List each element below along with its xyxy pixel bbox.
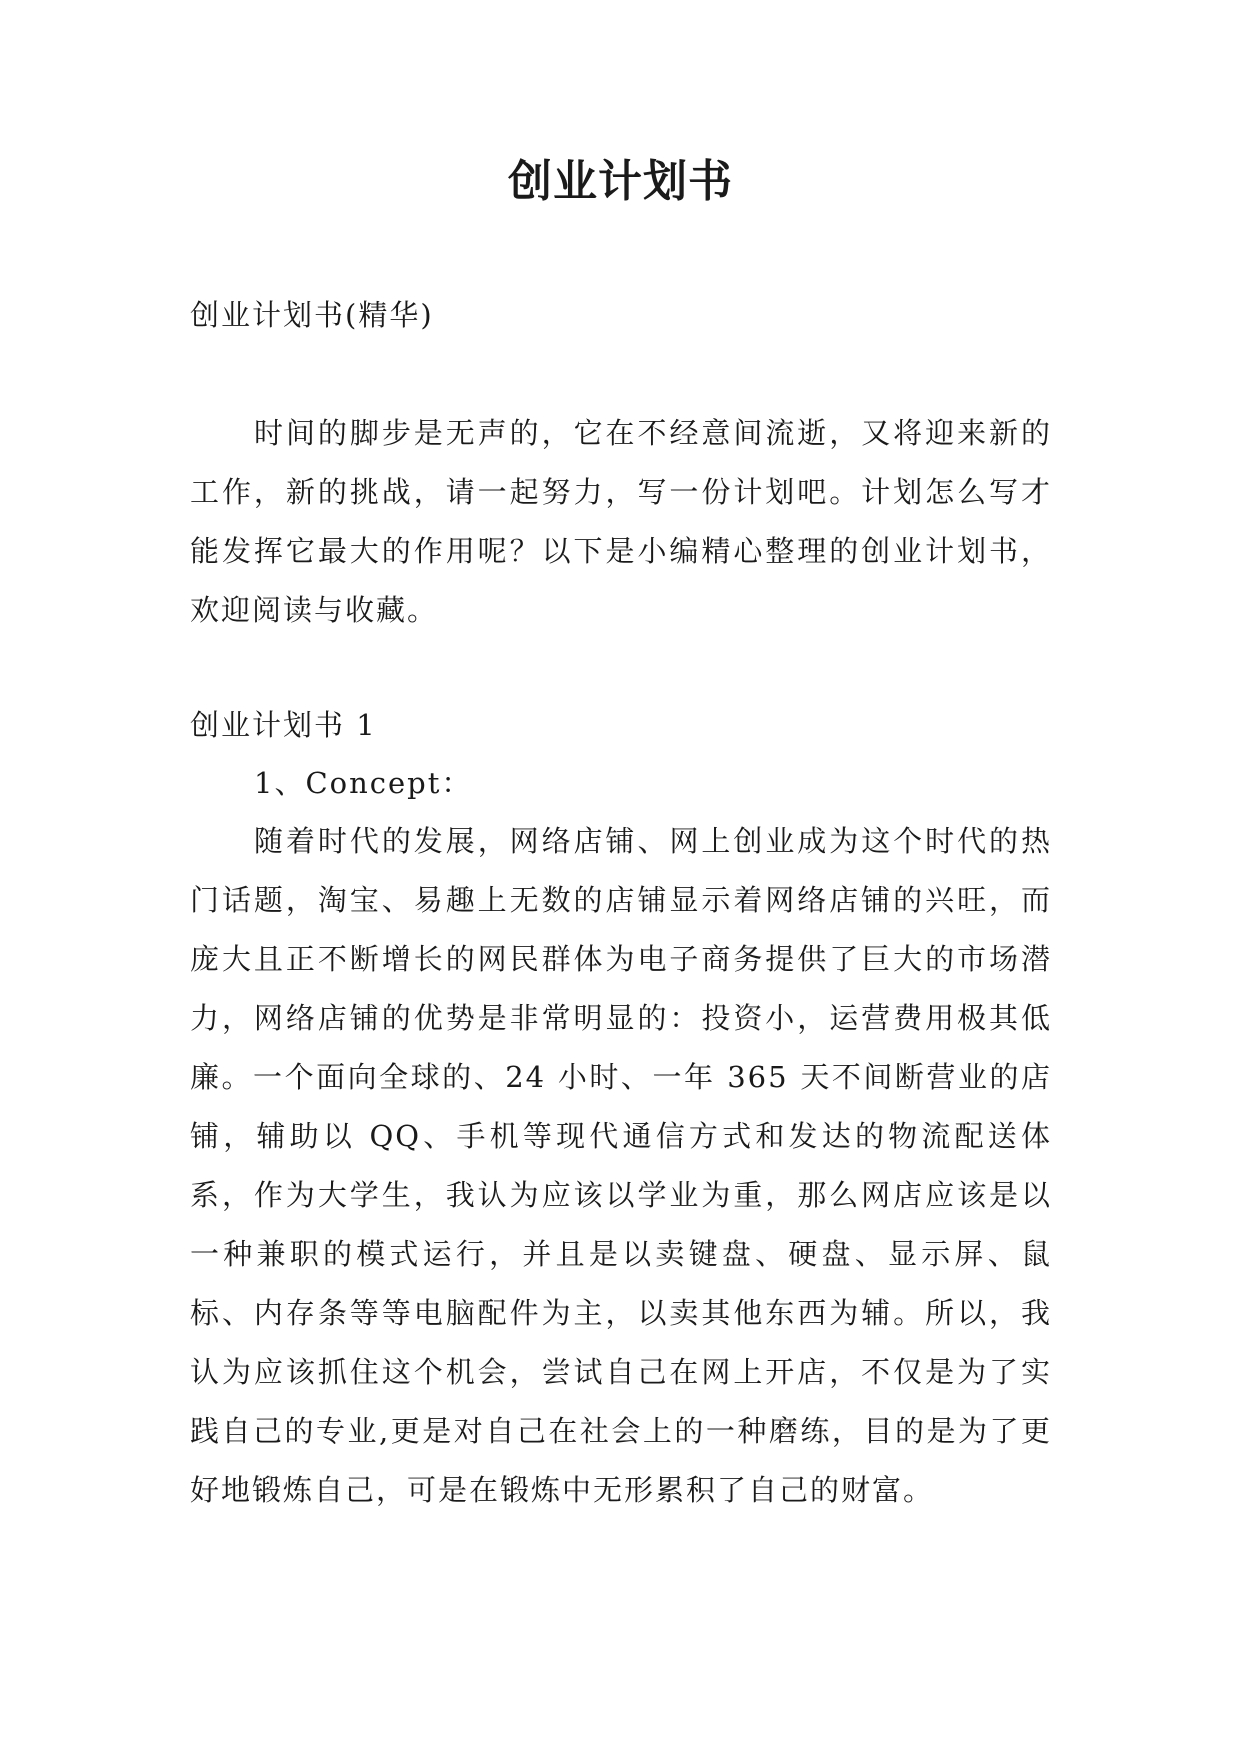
item-heading: 1、Concept： bbox=[254, 766, 473, 800]
intro-paragraph: 时间的脚步是无声的，它在不经意间流逝，又将迎来新的工作，新的挑战，请一起努力，写一份计划吧。计划怎么写才能发挥它最大的作用呢？以下是小编精心整理的创业计划书，欢迎阅读与收藏。 bbox=[190, 416, 1052, 627]
body-paragraph: 随着时代的发展，网络店铺、网上创业成为这个时代的热门话题，淘宝、易趣上无数的店铺显示着网络店铺的兴旺，而庞大且正不断增长的网民群体为电子商务提供了巨大的市场潜力，网络店铺的优势是非常明显的：投资小，运营费用极其低廉。一个面向全球的、24 小时、一年 365 天不间断营业的店铺，辅助以 QQ、手机等现代通信方式和发达的物流配送体系，作为大学生，我认为应该以学业为重，那么网店应该是以一种兼职的模式运行，并且是以卖键盘、硬盘、显示屏、鼠标、内存条等等电脑配件为主，以卖其他东西为辅。所以，我认为应该抓住这个机会，尝试自己在网上开店，不仅是为了实践自己的专业,更是对自己在社会上的一种磨练，目的是为了更好地锻炼自己，可是在锻炼中无形累积了自己的财富。 bbox=[190, 824, 1052, 1507]
document-subtitle: 创业计划书(精华) bbox=[190, 298, 434, 332]
document-title: 创业计划书 bbox=[508, 156, 733, 207]
section-heading: 创业计划书 1 bbox=[190, 708, 377, 742]
